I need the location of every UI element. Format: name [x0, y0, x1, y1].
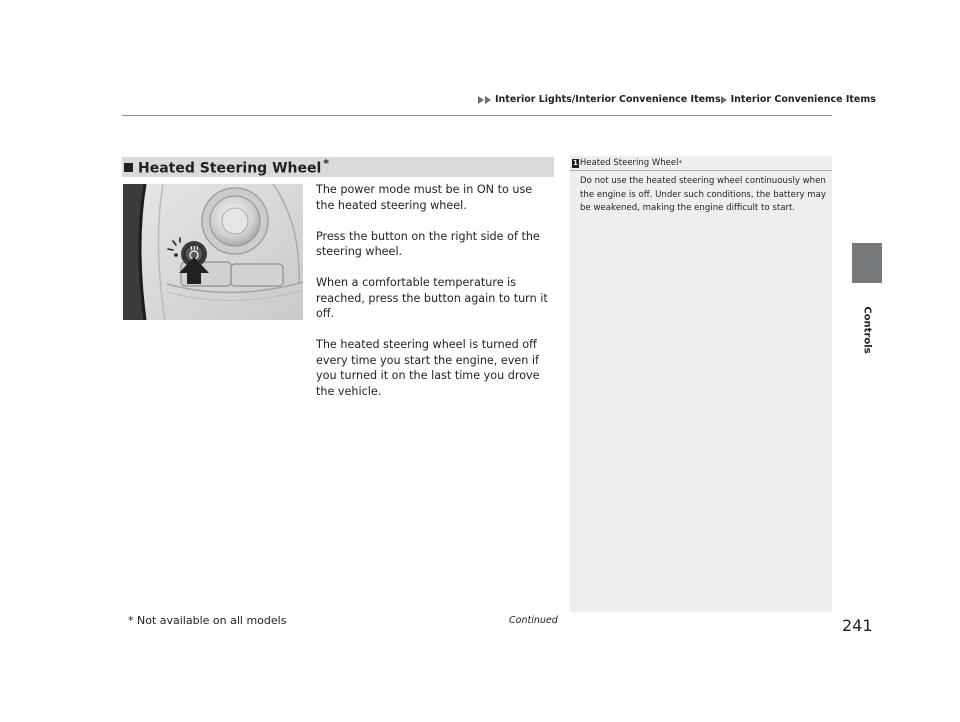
breadcrumb [478, 94, 876, 105]
paragraph: When a comfortable temperature is reached, press the button again to turn it off. [316, 276, 548, 320]
side-tab-marker [852, 243, 882, 283]
breadcrumb-arrow-icon [721, 96, 727, 104]
asterisk: * [678, 159, 683, 167]
paragraph: Press the button on the right side of the steering wheel. [316, 229, 540, 258]
side-tab-label: Controls [861, 306, 873, 354]
breadcrumb-item[interactable]: Interior Lights/Interior Convenience Items [495, 94, 721, 105]
note-number: 1 [573, 158, 578, 167]
breadcrumb-arrow-icon [478, 96, 484, 104]
breadcrumb-arrow-icon [485, 96, 491, 104]
asterisk: * [323, 157, 330, 171]
page-number: 241 [842, 616, 873, 635]
breadcrumb-item[interactable]: Interior Convenience Items [730, 94, 876, 105]
footnote: * Not available on all models [128, 614, 287, 627]
steering-wheel-illustration [123, 184, 303, 320]
section-body [316, 182, 554, 415]
note-title: 1 Heated Steering Wheel * [573, 158, 683, 168]
section-title: Heated Steering Wheel * [138, 157, 330, 177]
header-rule [122, 115, 832, 116]
section-square-icon [124, 163, 133, 172]
paragraph: The power mode must be in ON to use the heated steering wheel. [316, 183, 533, 212]
paragraph: The heated steering wheel is turned off every time you start the engine, even if you turned it on the last time you drove the vehicle. [316, 338, 540, 398]
note-rule [570, 170, 832, 171]
continued-label: Continued [509, 615, 558, 626]
sidebar-note [570, 156, 832, 612]
note-text: Do not use the heated steering wheel continuously when the engine is off. Under such conditions, the battery may be weakened, making the engine difficult to start. [580, 176, 827, 213]
section-header [122, 157, 554, 177]
steering-wheel-svg [123, 184, 303, 320]
